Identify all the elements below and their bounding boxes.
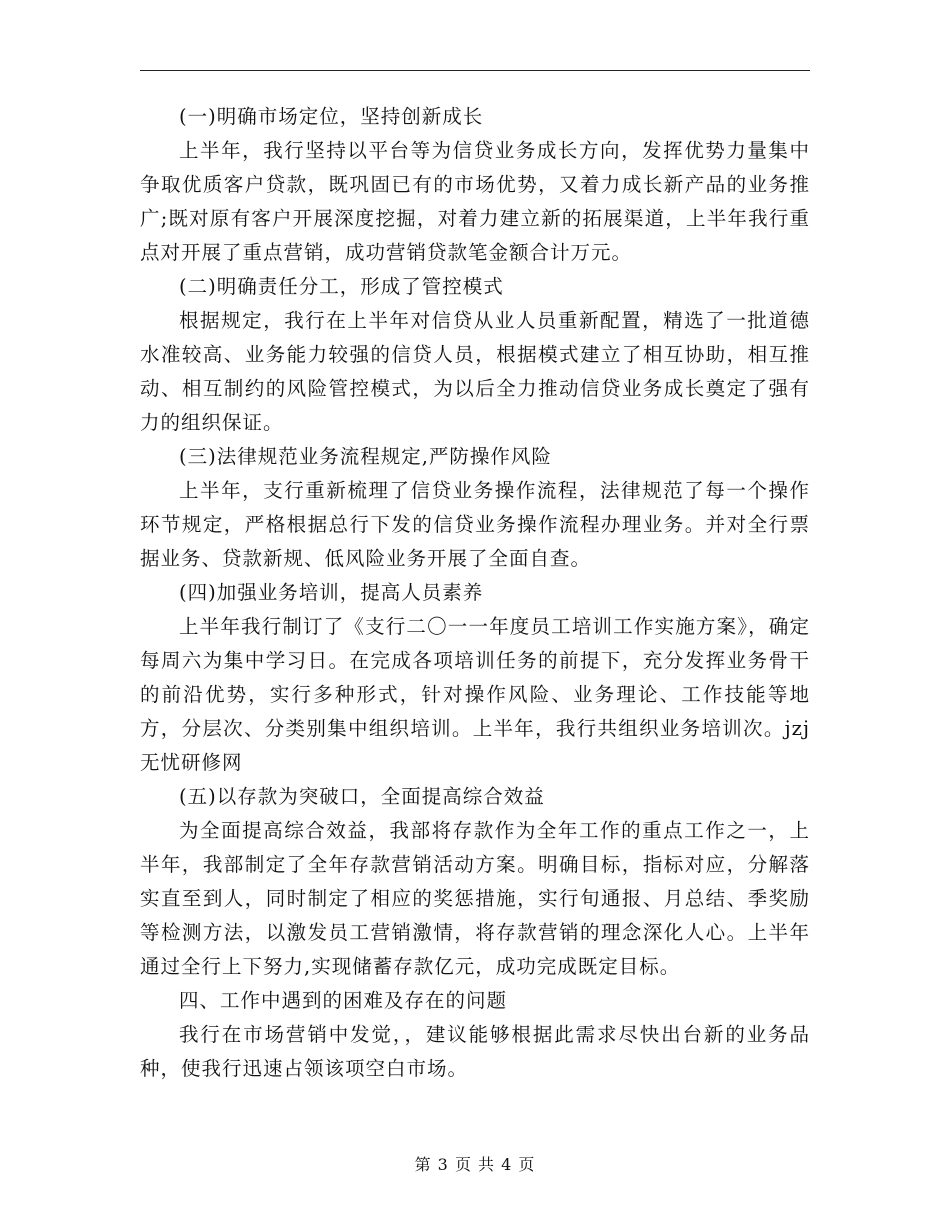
section-heading-4: (四)加强业务培训，提高人员素养: [179, 581, 484, 604]
section-heading-2: (二)明确责任分工，形成了管控模式: [179, 275, 504, 298]
body-paragraph-3: 上半年，支行重新梳理了信贷业务操作流程，法律规范了每一个操作环节规定，严格根据总行下发的信贷业务操作流程办理业务。并对全行票据业务、贷款新规、低风险业务开展了全面自查。: [140, 479, 810, 570]
body-paragraph-1: 上半年，我行坚持以平台等为信贷业务成长方向，发挥优势力量集中争取优质客户贷款，既巩固已有的市场优势，又着力成长新产品的业务推广;既对原有客户开展深度挖掘，对着力建立新的拓展渠道，上半年我行重点对开展了重点营销，成功营销贷款笔金额合计万元。: [140, 139, 810, 264]
body-paragraph-2: 根据规定，我行在上半年对信贷从业人员重新配置，精选了一批道德水准较高、业务能力较强的信贷人员，根据模式建立了相互协助，相互推动、相互制约的风险管控模式，为以后全力推动信贷业务成长奠定了强有力的组织保证。: [140, 309, 810, 434]
document-body: [140, 100, 810, 1086]
section-heading-3: (三)法律规范业务流程规定,严防操作风险: [179, 445, 552, 468]
body-paragraph-4: 上半年我行制订了《支行二〇一一年度员工培训工作实施方案》，确定每周六为集中学习日。在完成各项培训任务的前提下，充分发挥业务骨干的前沿优势，实行多种形式，针对操作风险、业务理论、工作技能等地方，分层次、分类别集中组织培训。上半年，我行共组织业务培训次。jzj无忧研修网: [140, 615, 810, 774]
section-heading-5: (五)以存款为突破口，全面提高综合效益: [179, 785, 545, 808]
body-paragraph-5: 为全面提高综合效益，我部将存款作为全年工作的重点工作之一，上半年，我部制定了全年存款营销活动方案。明确目标，指标对应，分解落实直至到人，同时制定了相应的奖惩措施，实行旬通报、月总结、季奖励等检测方法，以激发员工营销激情，将存款营销的理念深化人心。上半年通过全行上下努力,实现储蓄存款亿元，成功完成既定目标。: [140, 819, 810, 978]
header-rule: [140, 70, 810, 71]
chapter-heading-4: 四、工作中遇到的困难及存在的问题: [179, 989, 508, 1012]
page-footer: 第 3 页 共 4 页: [414, 1155, 536, 1174]
body-paragraph-6: 我行在市场营销中发觉，，建议能够根据此需求尽快出台新的业务品种，使我行迅速占领该项空白市场。: [140, 1023, 810, 1080]
section-heading-1: (一)明确市场定位，坚持创新成长: [179, 105, 484, 128]
